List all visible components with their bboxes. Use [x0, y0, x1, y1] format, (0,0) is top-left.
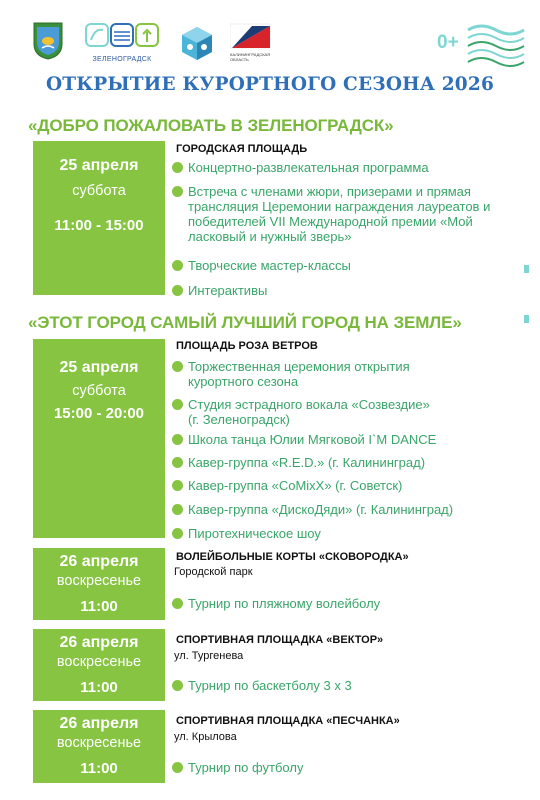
- date-box-section-1: [33, 141, 165, 295]
- venue-title: ПЛОЩАДЬ РОЗА ВЕТРОВ: [176, 340, 318, 352]
- bullet-icon: [172, 260, 183, 271]
- date-box-sport-3: [33, 710, 165, 783]
- bullet-icon: [172, 457, 183, 468]
- weekday: суббота: [72, 383, 126, 399]
- list-item: Турнир по баскетболу 3 х 3: [172, 678, 512, 693]
- region-logo-text: КАЛИНИНГРАДСКАЯ ОБЛАСТЬ: [230, 52, 271, 62]
- date: 25 апреля: [59, 359, 139, 376]
- bullet-icon: [172, 762, 183, 773]
- list-item: Студия эстрадного вокала «Созвездие» (г. Зеленоградск): [172, 397, 432, 427]
- time: 15:00 - 20:00: [53, 405, 145, 422]
- venue-title: ГОРОДСКАЯ ПЛОЩАДЬ: [176, 143, 308, 155]
- list-item: Турнир по пляжному волейболу: [172, 596, 512, 611]
- date-box-sport-2: [33, 629, 165, 701]
- main-title: ОТКРЫТИЕ КУРОРТНОГО СЕЗОНА 2026: [45, 74, 495, 95]
- venue-address: ул. Тургенева: [174, 650, 244, 662]
- weekday: воскресенье: [56, 735, 142, 751]
- bullet-icon: [172, 598, 183, 609]
- venue-title: СПОРТИВНАЯ ПЛОЩАДКА «ПЕСЧАНКА»: [176, 715, 400, 727]
- date-box-sport-1: [33, 548, 165, 620]
- list-item: Творческие мастер-классы: [172, 258, 512, 273]
- venue-title: ВОЛЕЙБОЛЬНЫЕ КОРТЫ «СКОВОРОДКА»: [176, 551, 409, 563]
- bullet-icon: [172, 504, 183, 515]
- decor-dash: [524, 265, 529, 273]
- list-item: Концертно-развлекательная программа: [172, 160, 512, 175]
- bullet-icon: [172, 162, 183, 173]
- cube-logo-icon: [180, 25, 214, 61]
- list-item: Пиротехническое шоу: [172, 526, 512, 541]
- date: 26 апреля: [59, 553, 139, 570]
- venue-address: Городской парк: [174, 566, 253, 578]
- time: 11:00: [80, 598, 118, 615]
- bullet-icon: [172, 680, 183, 691]
- list-item: Торжественная церемония открытия курортного сезона: [172, 359, 462, 389]
- header-logos: [0, 0, 540, 72]
- bullet-icon: [172, 399, 183, 410]
- bullet-icon: [172, 480, 183, 491]
- bullet-icon: [172, 528, 183, 539]
- region-logo: [230, 22, 274, 64]
- date: 26 апреля: [59, 715, 139, 732]
- list-item: Турнир по футболу: [172, 760, 512, 775]
- time: 11:00 - 15:00: [54, 217, 144, 234]
- section-title-best-city: «ЭТОТ ГОРОД САМЫЙ ЛУЧШИЙ ГОРОД НА ЗЕМЛЕ»: [28, 313, 462, 332]
- list-item: Кавер-группа «CoMixX» (г. Советск): [172, 478, 512, 493]
- list-item: Школа танца Юлии Мягковой I`M DANCE: [172, 432, 512, 447]
- age-rating: 0+: [437, 32, 459, 53]
- city-logo: [83, 20, 161, 66]
- list-item: Кавер-группа «R.E.D.» (г. Калининград): [172, 455, 512, 470]
- date: 25 апреля: [59, 157, 139, 174]
- list-item: Интерактивы: [172, 283, 512, 298]
- list-item: Встреча с членами жюри, призерами и прямая трансляция Церемонии награждения лауреатов и победителей VII Международной премии «Мой ласковый и нужный зверь»: [172, 184, 516, 244]
- time: 11:00: [80, 760, 118, 777]
- bullet-icon: [172, 186, 183, 197]
- bullet-icon: [172, 285, 183, 296]
- bullet-icon: [172, 434, 183, 445]
- weekday: воскресенье: [56, 573, 142, 589]
- date-box-section-2: [33, 339, 165, 538]
- city-logo-text: ЗЕЛЕНОГРАДСК: [92, 56, 152, 63]
- coat-of-arms-icon: [33, 22, 63, 60]
- bullet-icon: [172, 361, 183, 372]
- section-title-welcome: «ДОБРО ПОЖАЛОВАТЬ В ЗЕЛЕНОГРАДСК»: [28, 116, 394, 135]
- list-item: Кавер-группа «ДискоДяди» (г. Калининград): [172, 502, 512, 517]
- weekday: воскресенье: [56, 654, 142, 670]
- waves-icon: [466, 18, 526, 68]
- time: 11:00: [80, 679, 118, 696]
- venue-address: ул. Крылова: [174, 731, 237, 743]
- date: 26 апреля: [59, 634, 139, 651]
- venue-title: СПОРТИВНАЯ ПЛОЩАДКА «ВЕКТОР»: [176, 634, 384, 646]
- weekday: суббота: [72, 183, 126, 199]
- decor-dash: [524, 315, 529, 323]
